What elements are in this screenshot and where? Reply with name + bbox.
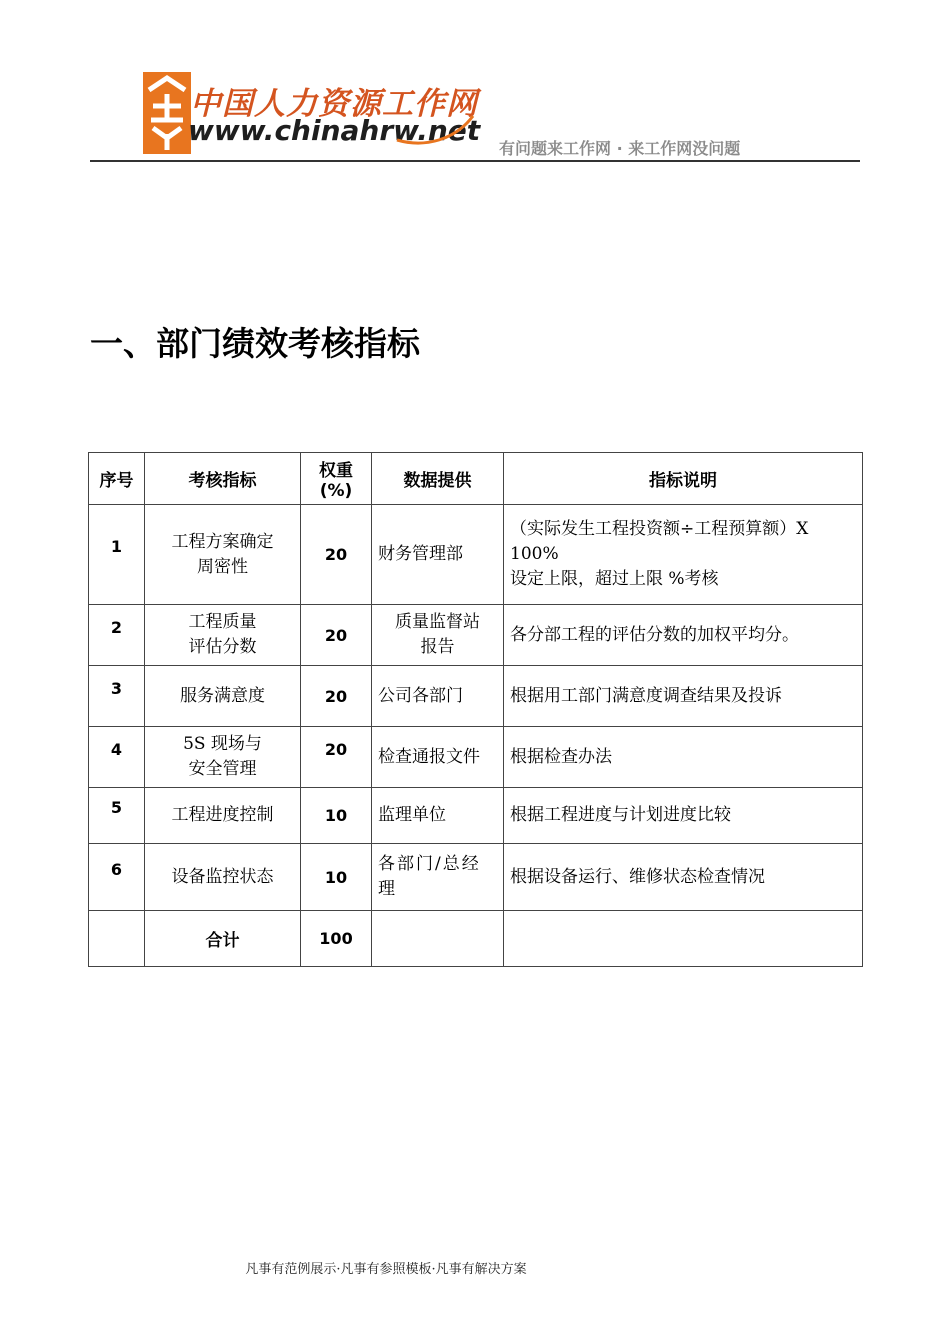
logo-swoosh-icon [395, 110, 475, 150]
row-seq: 1 [89, 505, 145, 605]
header-divider [90, 160, 860, 162]
header-indicator: 考核指标 [145, 453, 301, 505]
row-weight: 10 [301, 844, 372, 911]
row-source: 检查通报文件 [372, 727, 504, 788]
row-description: 根据设备运行、维修状态检查情况 [504, 844, 863, 911]
footer-text: 凡事有范例展示·凡事有参照模板·凡事有解决方案 [245, 1262, 527, 1277]
logo-mark-icon [143, 72, 191, 154]
page-footer [0, 1258, 950, 1277]
row-weight: 20 [301, 505, 372, 605]
header-description: 指标说明 [504, 453, 863, 505]
row-seq: 5 [89, 788, 145, 844]
row-description: 根据用工部门满意度调查结果及投诉 [504, 666, 863, 727]
row-indicator: 工程质量 评估分数 [145, 605, 301, 666]
page-title: 一、部门绩效考核指标 [90, 324, 420, 363]
row-source: 财务管理部 [372, 505, 504, 605]
row-indicator: 工程方案确定 周密性 [145, 505, 301, 605]
total-seq-empty [89, 911, 145, 967]
table-row [89, 666, 863, 727]
row-indicator: 设备监控状态 [145, 844, 301, 911]
row-description: 根据工程进度与计划进度比较 [504, 788, 863, 844]
row-weight: 20 [301, 605, 372, 666]
row-indicator: 工程进度控制 [145, 788, 301, 844]
table-row [89, 844, 863, 911]
header-source: 数据提供 [372, 453, 504, 505]
page-header [0, 0, 950, 170]
header-weight-line2: (%) [319, 481, 353, 501]
row-source: 质量监督站 报告 [372, 605, 504, 666]
row-source: 公司各部门 [372, 666, 504, 727]
row-description: 各分部工程的评估分数的加权平均分。 [504, 605, 863, 666]
logo-chinese-name: 中国人力资源工作网 [190, 86, 478, 122]
total-weight: 100 [301, 911, 372, 967]
row-seq: 3 [89, 666, 145, 727]
header-seq: 序号 [89, 453, 145, 505]
total-source-empty [372, 911, 504, 967]
row-indicator: 5S 现场与 安全管理 [145, 727, 301, 788]
row-weight: 10 [301, 788, 372, 844]
row-weight: 20 [301, 727, 372, 788]
logo-url: www.chinahrw.net [188, 114, 481, 147]
row-description: （实际发生工程投资额÷工程预算额）X 100% 设定上限，超过上限 %考核 [504, 505, 863, 605]
row-weight: 20 [301, 666, 372, 727]
row-seq: 4 [89, 727, 145, 788]
row-indicator: 服务满意度 [145, 666, 301, 727]
row-source: 监理单位 [372, 788, 504, 844]
table-row [89, 788, 863, 844]
row-seq: 6 [89, 844, 145, 911]
header-weight [301, 453, 372, 505]
table-header-row [89, 453, 863, 505]
table-row [89, 727, 863, 788]
kpi-table [88, 452, 863, 967]
header-slogan: 有问题来工作网 · 来工作网没问题 [499, 139, 741, 158]
row-seq: 2 [89, 605, 145, 666]
table-row [89, 605, 863, 666]
table-row [89, 505, 863, 605]
table-total-row [89, 911, 863, 967]
header-weight-line1: 权重 [319, 461, 353, 481]
total-label: 合计 [145, 911, 301, 967]
total-description-empty [504, 911, 863, 967]
row-description: 根据检查办法 [504, 727, 863, 788]
row-source: 各部门/总经 理 [372, 844, 504, 911]
